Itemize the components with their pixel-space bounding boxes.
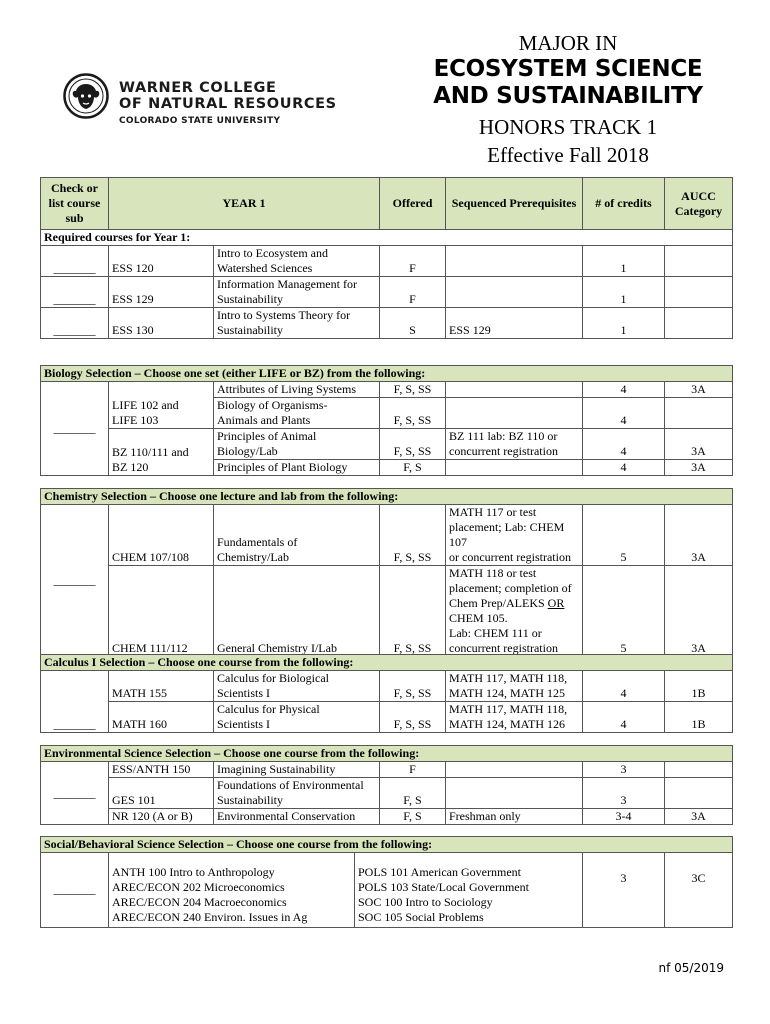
course-title: Intro to Systems Theory for Sustainability <box>214 308 380 339</box>
list-item: POLS 101 American Government <box>358 864 521 879</box>
logo-line-1: WARNER COLLEGE <box>119 80 277 96</box>
course-code: ESS/ANTH 150 <box>109 762 214 778</box>
table-row <box>41 809 733 825</box>
course-title: Foundations of Environmental Sustainability <box>214 778 380 809</box>
table-row <box>41 308 733 339</box>
col-aucc-header: AUCC Category <box>665 178 733 230</box>
list-item: AREC/ECON 204 Macroeconomics <box>112 894 287 909</box>
title-track: HONORS TRACK 1 <box>478 115 658 139</box>
prereq: MATH 117, MATH 118, MATH 124, MATH 126 <box>446 702 583 733</box>
credits: 4 <box>583 398 665 429</box>
offered: F, S, SS <box>380 702 446 733</box>
table-row <box>41 382 733 398</box>
course-title: Attributes of Living Systems <box>214 382 380 398</box>
credits: 5 <box>583 566 665 657</box>
offered: F, S <box>380 778 446 809</box>
prereq: ESS 129 <box>446 308 583 339</box>
logo-line-3: COLORADO STATE UNIVERSITY <box>119 116 281 126</box>
prereq <box>446 762 583 778</box>
course-title: Information Management for Sustainability <box>214 277 380 308</box>
section-heading: Calculus I Selection – Choose one course from the following: <box>41 655 733 671</box>
list-item: SOC 105 Social Problems <box>358 909 484 924</box>
offered: F, S, SS <box>380 398 446 429</box>
credits: 1 <box>583 308 665 339</box>
prereq <box>446 398 583 429</box>
aucc: 1B <box>665 671 733 702</box>
course-code: CHEM 107/108 <box>109 505 214 566</box>
aucc <box>665 246 733 277</box>
course-title: Intro to Ecosystem and Watershed Sciences <box>214 246 380 277</box>
offered: S <box>380 308 446 339</box>
section-heading-row <box>41 837 733 853</box>
credits: 3-4 <box>583 809 665 825</box>
course-title: Calculus for Biological Scientists I <box>214 671 380 702</box>
section-heading: Environmental Science Selection – Choose one course from the following: <box>41 746 733 762</box>
course-code: GES 101 <box>109 778 214 809</box>
aucc <box>665 277 733 308</box>
credits: 4 <box>583 429 665 460</box>
table-row <box>41 762 733 778</box>
credits: 3 <box>583 865 665 928</box>
chemistry-selection-table <box>40 488 732 657</box>
table-row <box>41 566 733 657</box>
aucc: 3A <box>665 566 733 657</box>
course-code: MATH 160 <box>109 702 214 733</box>
table-header-row <box>41 178 733 230</box>
section-heading-row <box>41 366 733 382</box>
table-row <box>41 778 733 809</box>
course-code: LIFE 102 and LIFE 103 <box>109 382 214 429</box>
credits: 4 <box>583 460 665 476</box>
prereq <box>446 382 583 398</box>
aucc <box>665 778 733 809</box>
credits: 1 <box>583 277 665 308</box>
list-item: AREC/ECON 240 Environ. Issues in Ag <box>112 909 308 924</box>
prereq: MATH 118 or test placement; completion of Chem Prep/ALEKS OR CHEM 105. Lab: CHEM 111 or concurrent registration <box>446 566 583 657</box>
aucc <box>665 398 733 429</box>
credits: 4 <box>583 382 665 398</box>
col-credits-header: # of credits <box>583 178 665 230</box>
section-heading-row <box>41 655 733 671</box>
offered: F, S, SS <box>380 566 446 657</box>
aucc: 3A <box>665 460 733 476</box>
college-logo <box>63 73 337 133</box>
aucc: 3A <box>665 809 733 825</box>
aucc: 3A <box>665 505 733 566</box>
col-check-header: Check or list course sub <box>41 178 109 230</box>
aucc <box>665 762 733 778</box>
course-code: MATH 155 <box>109 671 214 702</box>
required-courses-table <box>40 177 732 339</box>
prereq: Freshman only <box>446 809 583 825</box>
check-blank[interactable]: _______ <box>41 853 109 928</box>
offered: F, S, SS <box>380 429 446 460</box>
list-item: POLS 103 State/Local Government <box>358 879 529 894</box>
prereq: MATH 117, MATH 118, MATH 124, MATH 125 <box>446 671 583 702</box>
section-heading: Biology Selection – Choose one set (either LIFE or BZ) from the following: <box>41 366 733 382</box>
prereq <box>446 778 583 809</box>
section-heading-row <box>41 746 733 762</box>
course-code: CHEM 111/112 <box>109 566 214 657</box>
offered: F <box>380 762 446 778</box>
prereq <box>446 460 583 476</box>
course-code: ESS 130 <box>109 308 214 339</box>
offered: F <box>380 277 446 308</box>
course-title: Principles of Plant Biology <box>214 460 380 476</box>
course-title: Biology of Organisms- Animals and Plants <box>214 398 380 429</box>
check-blank[interactable]: _______ <box>41 308 109 339</box>
course-title: Calculus for Physical Scientists I <box>214 702 380 733</box>
table-row <box>41 246 733 277</box>
offered: F, S <box>380 460 446 476</box>
course-title: Fundamentals of Chemistry/Lab <box>214 505 380 566</box>
aucc: 3C <box>665 865 733 928</box>
offered: F, S, SS <box>380 382 446 398</box>
credits: 3 <box>583 762 665 778</box>
offered: F <box>380 246 446 277</box>
social-selection-table <box>40 836 732 928</box>
credits: 4 <box>583 702 665 733</box>
table-row <box>41 277 733 308</box>
table-row <box>41 671 733 702</box>
social-left-list <box>109 865 355 928</box>
credits: 5 <box>583 505 665 566</box>
course-title: Principles of Animal Biology/Lab <box>214 429 380 460</box>
document-title <box>418 30 718 169</box>
aucc: 3A <box>665 429 733 460</box>
title-program-line-1: ECOSYSTEM SCIENCE <box>433 56 703 82</box>
aucc: 3A <box>665 382 733 398</box>
prereq <box>446 277 583 308</box>
list-item: AREC/ECON 202 Microeconomics <box>112 879 285 894</box>
course-code: BZ 110/111 and BZ 120 <box>109 429 214 476</box>
prereq <box>446 246 583 277</box>
table-row <box>41 505 733 566</box>
offered: F, S, SS <box>380 505 446 566</box>
course-code: NR 120 (A or B) <box>109 809 214 825</box>
table-row <box>41 865 733 928</box>
title-program-line-2: AND SUSTAINABILITY <box>433 83 703 109</box>
list-item: SOC 100 Intro to Sociology <box>358 894 493 909</box>
biology-selection-table <box>40 365 732 476</box>
offered: F, S <box>380 809 446 825</box>
course-title: General Chemistry I/Lab <box>214 566 380 657</box>
course-code: ESS 120 <box>109 246 214 277</box>
col-year-header: YEAR 1 <box>109 178 380 230</box>
offered: F, S, SS <box>380 671 446 702</box>
credits: 4 <box>583 671 665 702</box>
section-heading-row <box>41 489 733 505</box>
course-title: Imagining Sustainability <box>214 762 380 778</box>
title-effective: Effective Fall 2018 <box>487 143 649 167</box>
social-right-list <box>355 865 583 928</box>
environmental-selection-table <box>40 745 732 825</box>
section-heading: Required courses for Year 1: <box>41 230 733 246</box>
title-major: MAJOR IN <box>518 31 618 55</box>
ram-seal-icon <box>63 73 109 119</box>
check-blank[interactable]: _______ <box>41 246 109 277</box>
course-code: ESS 129 <box>109 277 214 308</box>
credits: 1 <box>583 246 665 277</box>
logo-line-2: OF NATURAL RESOURCES <box>119 96 337 112</box>
course-title: Environmental Conservation <box>214 809 380 825</box>
footer-code: nf 05/2019 <box>658 961 724 975</box>
aucc <box>665 308 733 339</box>
section-heading: Chemistry Selection – Choose one lecture and lab from the following: <box>41 489 733 505</box>
check-blank[interactable]: _______ <box>41 505 109 657</box>
credits: 3 <box>583 778 665 809</box>
list-item: ANTH 100 Intro to Anthropology <box>112 864 275 879</box>
section-heading-row <box>41 230 733 246</box>
prereq: MATH 117 or test placement; Lab: CHEM 107 or concurrent registration <box>446 505 583 566</box>
aucc: 1B <box>665 702 733 733</box>
col-offered-header: Offered <box>380 178 446 230</box>
section-heading: Social/Behavioral Science Selection – Choose one course from the following: <box>41 837 733 853</box>
prereq: BZ 111 lab: BZ 110 or concurrent registration <box>446 429 583 460</box>
check-blank[interactable]: _______ <box>41 382 109 476</box>
col-prereq-header: Sequenced Prerequisites <box>446 178 583 230</box>
check-blank[interactable]: _______ <box>41 277 109 308</box>
table-row <box>41 702 733 733</box>
check-blank[interactable]: _______ <box>41 762 109 825</box>
calculus-selection-table <box>40 654 732 733</box>
check-blank[interactable]: _______ <box>41 671 109 733</box>
